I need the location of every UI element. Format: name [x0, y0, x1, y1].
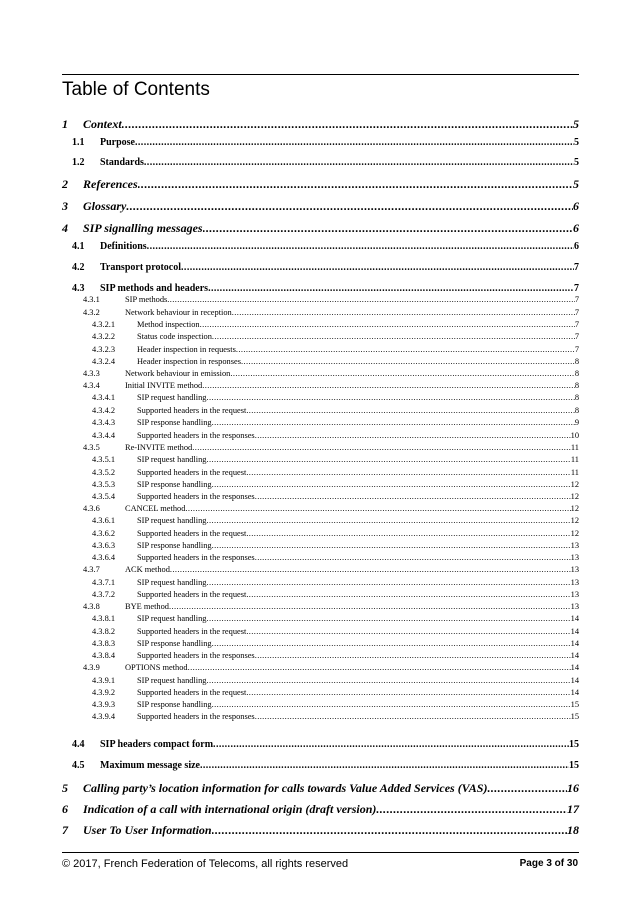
toc-entry-number: 1.1: [72, 137, 85, 148]
toc-entry-title: Transport protocol: [100, 262, 182, 273]
toc-entry-number: 4.3.5.3: [92, 480, 116, 489]
toc-entry-title: OPTIONS method: [125, 663, 188, 672]
toc-entry-page: 14: [570, 688, 579, 697]
toc-entry-number: 4.3.3: [83, 369, 100, 378]
toc-entry-page: 8: [574, 406, 579, 415]
toc-entry-page: 7: [574, 262, 579, 273]
toc-dot-leader: [185, 504, 570, 513]
toc-dot-leader: [246, 590, 570, 599]
toc-entry[interactable]: [62, 480, 579, 491]
toc-entry-number: 4.3.8.1: [92, 614, 116, 623]
toc-entry[interactable]: [62, 781, 579, 799]
toc-entry-page: 16: [567, 781, 579, 795]
toc-entry-title: SIP response handling: [137, 541, 212, 550]
toc-entry-number: 7: [62, 823, 68, 837]
toc-entry-number: 2: [62, 177, 68, 191]
toc-dot-leader: [212, 480, 571, 489]
toc-entry-page: 14: [570, 639, 579, 648]
toc-entry-page: 6: [573, 199, 579, 213]
toc-entry-number: 4.2: [72, 262, 85, 273]
toc-entry-title: CANCEL method: [125, 504, 186, 513]
toc-entry-page: 7: [574, 345, 579, 354]
toc-entry[interactable]: [62, 221, 579, 239]
toc-dot-leader: [170, 565, 571, 574]
toc-entry-title: User To User Information: [83, 823, 212, 837]
toc-entry-number: 4.3.8.3: [92, 639, 116, 648]
toc-entry[interactable]: [62, 651, 579, 662]
toc-entry[interactable]: [62, 676, 579, 687]
toc-entry[interactable]: [62, 241, 579, 256]
toc-entry-page: 11: [570, 455, 579, 464]
toc-entry[interactable]: [62, 199, 579, 217]
toc-dot-leader: [255, 553, 571, 562]
toc-dot-leader: [212, 823, 567, 838]
toc-entry-title: Network behaviour in reception: [125, 308, 232, 317]
toc-dot-leader: [246, 406, 575, 415]
toc-entry-number: 4.4: [72, 739, 85, 750]
toc-entry-title: ACK method: [125, 565, 170, 574]
toc-entry-title: Standards: [100, 157, 144, 168]
toc-entry[interactable]: [62, 455, 579, 466]
toc-entry-number: 4.3.2.1: [92, 320, 116, 329]
toc-entry-title: SIP response handling: [137, 700, 212, 709]
toc-entry[interactable]: [62, 468, 579, 479]
toc-dot-leader: [206, 578, 570, 587]
toc-entry-number: 4.3.4.3: [92, 418, 116, 427]
toc-entry-page: 8: [574, 369, 579, 378]
toc-entry-number: 4.3.2.4: [92, 357, 116, 366]
toc-entry-title: Supported headers in the request: [137, 590, 247, 599]
toc-entry-title: Supported headers in the responses: [137, 651, 255, 660]
toc-entry[interactable]: [62, 565, 579, 576]
toc-entry-number: 4.3.6.4: [92, 553, 116, 562]
toc-dot-leader: [192, 443, 571, 452]
toc-entry-number: 4.3.9: [83, 663, 100, 672]
toc-entry-page: 7: [574, 295, 579, 304]
toc-dot-leader: [246, 468, 571, 477]
toc-dot-leader: [246, 627, 570, 636]
toc-dot-leader: [200, 760, 569, 771]
toc-dot-leader: [167, 295, 575, 304]
toc-entry-page: 14: [570, 614, 579, 623]
toc-entry[interactable]: [62, 614, 579, 625]
toc-entry-page: 7: [574, 283, 579, 294]
toc-dot-leader: [206, 516, 570, 525]
toc-entry-title: SIP methods: [125, 295, 168, 304]
toc-entry-title: SIP request handling: [137, 578, 207, 587]
toc-entry-title: References: [83, 177, 138, 191]
toc-entry-number: 4.3.2.2: [92, 332, 116, 341]
toc-entry-page: 5: [574, 157, 579, 168]
toc-entry[interactable]: [62, 541, 579, 552]
toc-entry-number: 4.3.8: [83, 602, 100, 611]
toc-entry[interactable]: [62, 802, 579, 820]
toc-dot-leader: [122, 117, 573, 132]
toc-entry-number: 4.5: [72, 760, 85, 771]
toc-dot-leader: [376, 802, 567, 817]
toc-entry-title: Supported headers in the responses: [137, 431, 255, 440]
toc-entry[interactable]: [62, 418, 579, 429]
toc-entry[interactable]: [62, 295, 579, 306]
toc-entry-page: 5: [573, 117, 579, 131]
toc-entry-number: 4.3.7: [83, 565, 100, 574]
toc-entry-number: 4.3.6.2: [92, 529, 116, 538]
toc-dot-leader: [255, 651, 571, 660]
toc-entry-page: 11: [570, 468, 579, 477]
toc-dot-leader: [188, 663, 571, 672]
toc-entry-page: 7: [574, 308, 579, 317]
toc-entry-title: BYE method: [125, 602, 169, 611]
toc-entry-number: 1: [62, 117, 68, 131]
toc-entry-title: Re-INVITE method: [125, 443, 193, 452]
toc-dot-leader: [246, 688, 570, 697]
toc-entry-page: 13: [570, 553, 579, 562]
toc-dot-leader: [232, 308, 575, 317]
toc-entry[interactable]: [62, 262, 579, 277]
toc-entry-number: 4.3.5: [83, 443, 100, 452]
toc-dot-leader: [147, 241, 574, 252]
toc-dot-leader: [200, 320, 575, 329]
toc-entry-number: 4.3.2: [83, 308, 100, 317]
toc-entry-page: 14: [570, 676, 579, 685]
toc-entry-number: 4.3.9.1: [92, 676, 116, 685]
toc-entry[interactable]: [62, 712, 579, 723]
toc-entry-page: 6: [573, 221, 579, 235]
toc-entry-page: 8: [574, 393, 579, 402]
toc-entry-page: 13: [570, 590, 579, 599]
toc-entry-number: 4.3.4.2: [92, 406, 116, 415]
toc-entry-number: 4.1: [72, 241, 85, 252]
toc-entry-page: 6: [574, 241, 579, 252]
toc-entry-page: 5: [574, 137, 579, 148]
toc-entry-page: 8: [574, 381, 579, 390]
toc-entry[interactable]: [62, 700, 579, 711]
toc-entry-title: Context: [83, 117, 122, 131]
toc-dot-leader: [206, 614, 570, 623]
toc-dot-leader: [208, 283, 574, 294]
toc-entry-title: SIP request handling: [137, 516, 207, 525]
toc-entry[interactable]: [62, 590, 579, 601]
footer-copyright: © 2017, French Federation of Telecoms, all rights reserved: [62, 858, 349, 870]
toc-entry-title: Maximum message size: [100, 760, 200, 771]
toc-entry-number: 4.3.2.3: [92, 345, 116, 354]
toc-entry-page: 14: [570, 627, 579, 636]
toc-entry[interactable]: [62, 529, 579, 540]
toc-dot-leader: [246, 529, 570, 538]
toc-entry-number: 4.3.6.1: [92, 516, 116, 525]
toc-dot-leader: [255, 712, 571, 721]
toc-entry-number: 4.3.4: [83, 381, 100, 390]
toc-dot-leader: [203, 221, 573, 236]
toc-entry[interactable]: [62, 578, 579, 589]
toc-entry-title: SIP request handling: [137, 614, 207, 623]
toc-entry-page: 13: [570, 565, 579, 574]
toc-entry-page: 15: [570, 712, 579, 721]
toc-entry[interactable]: [62, 431, 579, 442]
toc-entry-number: 4.3.5.1: [92, 455, 116, 464]
toc-entry[interactable]: [62, 553, 579, 564]
toc-entry-number: 4.3.8.2: [92, 627, 116, 636]
toc-entry-number: 4.3.7.1: [92, 578, 116, 587]
toc-dot-leader: [202, 381, 575, 390]
toc-entry-title: SIP headers compact form: [100, 739, 214, 750]
toc-dot-leader: [126, 199, 573, 214]
toc-entry-page: 5: [573, 177, 579, 191]
toc-entry-title: Supported headers in the request: [137, 529, 247, 538]
toc-entry-number: 4.3.9.2: [92, 688, 116, 697]
toc-entry[interactable]: [62, 739, 579, 754]
footer-rule: [62, 852, 579, 853]
toc-dot-leader: [206, 676, 570, 685]
toc-dot-leader: [212, 418, 575, 427]
toc-entry-title: SIP request handling: [137, 455, 207, 464]
toc-entry[interactable]: [62, 332, 579, 343]
toc-entry-title: Definitions: [100, 241, 147, 252]
toc-entry-title: Supported headers in the request: [137, 468, 247, 477]
header-rule: [62, 74, 579, 75]
toc-entry-page: 15: [570, 700, 579, 709]
toc-entry-page: 13: [570, 578, 579, 587]
toc-dot-leader: [206, 455, 570, 464]
toc-entry-title: Supported headers in the responses: [137, 712, 255, 721]
toc-entry-page: 7: [574, 332, 579, 341]
toc-entry-number: 4.3.6.3: [92, 541, 116, 550]
toc-entry-page: 14: [570, 663, 579, 672]
toc-entry[interactable]: [62, 393, 579, 404]
toc-dot-leader: [169, 602, 571, 611]
toc-entry-title: Header inspection in requests: [137, 345, 236, 354]
toc-dot-leader: [230, 369, 574, 378]
toc-dot-leader: [255, 492, 571, 501]
toc-entry-title: Header inspection in responses: [137, 357, 241, 366]
toc-entry-number: 4.3.9.4: [92, 712, 116, 721]
toc-entry-page: 8: [574, 357, 579, 366]
toc-entry-number: 4.3.4.1: [92, 393, 116, 402]
toc-entry-title: Initial INVITE method: [125, 381, 203, 390]
toc-entry-page: 12: [570, 480, 579, 489]
toc-dot-leader: [241, 357, 575, 366]
toc-entry-title: SIP response handling: [137, 639, 212, 648]
toc-entry-title: Indication of a call with international origin (draft version): [83, 802, 377, 816]
toc-entry[interactable]: [62, 627, 579, 638]
toc-entry[interactable]: [62, 823, 579, 841]
toc-entry-title: Status code inspection: [137, 332, 212, 341]
toc-entry[interactable]: [62, 357, 579, 368]
toc-entry-number: 1.2: [72, 157, 85, 168]
toc-entry[interactable]: [62, 443, 579, 454]
toc-entry[interactable]: [62, 406, 579, 417]
toc-entry-page: 9: [574, 418, 579, 427]
toc-entry-title: Purpose: [100, 137, 135, 148]
toc-entry-number: 3: [62, 199, 68, 213]
toc-entry[interactable]: [62, 137, 579, 152]
toc-entry[interactable]: [62, 308, 579, 319]
toc-entry[interactable]: [62, 492, 579, 503]
toc-entry[interactable]: [62, 320, 579, 331]
toc-entry-title: SIP methods and headers: [100, 283, 209, 294]
toc-entry-page: 14: [570, 651, 579, 660]
toc-entry-page: 12: [570, 492, 579, 501]
toc-entry[interactable]: [62, 504, 579, 515]
toc-dot-leader: [255, 431, 571, 440]
toc-entry-number: 5: [62, 781, 68, 795]
toc-entry-title: Supported headers in the request: [137, 688, 247, 697]
toc-entry-page: 10: [570, 431, 579, 440]
toc-entry-title: Supported headers in the request: [137, 627, 247, 636]
toc-entry-number: 4.3.4.4: [92, 431, 116, 440]
toc-entry-number: 4: [62, 221, 68, 235]
page-title: Table of Contents: [62, 79, 210, 100]
toc-entry-number: 4.3.6: [83, 504, 100, 513]
toc-entry[interactable]: [62, 345, 579, 356]
toc-entry-page: 7: [574, 320, 579, 329]
toc-dot-leader: [135, 137, 574, 148]
toc-entry-page: 15: [569, 739, 579, 750]
toc-entry-page: 12: [570, 516, 579, 525]
toc-entry-number: 4.3.9.3: [92, 700, 116, 709]
toc-entry[interactable]: [62, 157, 579, 172]
toc-entry[interactable]: [62, 516, 579, 527]
toc-entry-page: 13: [570, 541, 579, 550]
toc-entry[interactable]: [62, 639, 579, 650]
toc-entry-title: SIP request handling: [137, 676, 207, 685]
toc-entry[interactable]: [62, 688, 579, 699]
toc-entry-title: Supported headers in the request: [137, 406, 247, 415]
toc-entry[interactable]: [62, 760, 579, 775]
footer-page-number: Page 3 of 30: [519, 858, 578, 869]
toc-entry-title: SIP request handling: [137, 393, 207, 402]
toc-entry-title: SIP response handling: [137, 418, 212, 427]
toc-entry[interactable]: [62, 663, 579, 674]
toc-entry-number: 4.3.7.2: [92, 590, 116, 599]
toc-dot-leader: [212, 541, 571, 550]
toc-dot-leader: [212, 639, 571, 648]
toc-entry-number: 6: [62, 802, 68, 816]
toc-dot-leader: [213, 739, 569, 750]
toc-entry-page: 12: [570, 529, 579, 538]
toc-entry-title: SIP response handling: [137, 480, 212, 489]
toc-dot-leader: [236, 345, 575, 354]
toc-entry-number: 4.3.5.4: [92, 492, 116, 501]
toc-entry[interactable]: [62, 381, 579, 392]
toc-entry-page: 11: [570, 443, 579, 452]
toc-entry[interactable]: [62, 117, 579, 135]
toc-dot-leader: [212, 332, 575, 341]
toc-entry[interactable]: [62, 177, 579, 195]
toc-entry-number: 4.3.1: [83, 295, 100, 304]
toc-entry-title: Calling party’s location information for calls towards Value Added Services (VAS): [83, 781, 488, 795]
toc-entry-page: 17: [567, 802, 579, 816]
toc-entry-title: Method inspection: [137, 320, 200, 329]
toc-dot-leader: [138, 177, 573, 192]
toc-entry-page: 15: [569, 760, 579, 771]
toc-dot-leader: [212, 700, 571, 709]
toc-dot-leader: [181, 262, 574, 273]
toc-dot-leader: [144, 157, 574, 168]
toc-entry[interactable]: [62, 369, 579, 380]
toc-entry[interactable]: [62, 602, 579, 613]
toc-entry-page: 12: [570, 504, 579, 513]
toc-entry-page: 13: [570, 602, 579, 611]
toc-entry-title: Supported headers in the responses: [137, 492, 255, 501]
toc-dot-leader: [487, 781, 567, 796]
toc-entry-page: 18: [567, 823, 579, 837]
toc-entry-title: Network behaviour in emission: [125, 369, 231, 378]
toc-entry-number: 4.3.5.2: [92, 468, 116, 477]
toc-dot-leader: [206, 393, 574, 402]
toc-entry-title: Glossary: [83, 199, 127, 213]
toc-entry-number: 4.3.8.4: [92, 651, 116, 660]
toc-entry-title: Supported headers in the responses: [137, 553, 255, 562]
toc-entry-title: SIP signalling messages: [83, 221, 203, 235]
toc-entry-number: 4.3: [72, 283, 85, 294]
